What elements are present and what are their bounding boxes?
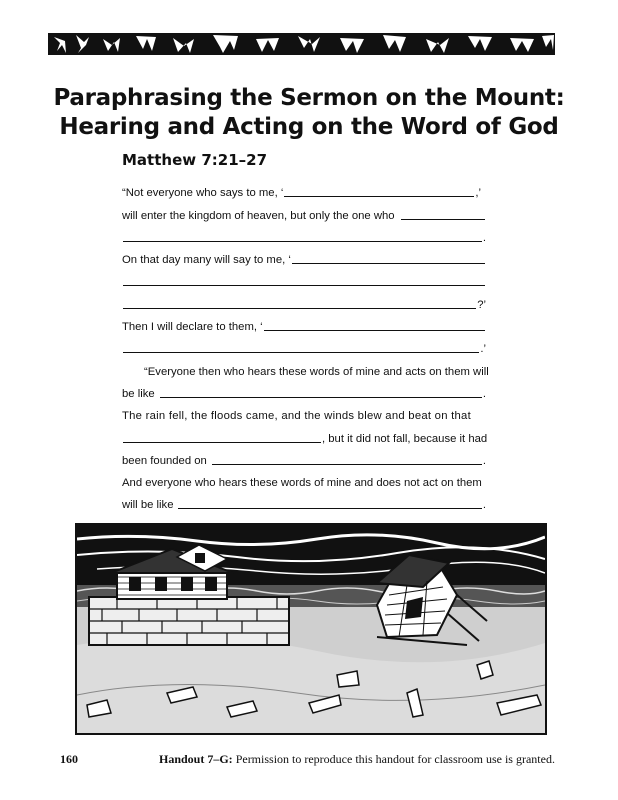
passage-text: , but it did not fall, because it had [322,432,488,445]
passage-line-3 [122,222,486,244]
fill-in-blank[interactable] [284,185,474,197]
passage-line-13 [122,445,486,467]
passage-text: . [482,231,486,244]
passage-text: ,’ [475,187,482,200]
storm-houses-illustration [75,523,547,735]
passage-text: . [482,454,486,467]
permission-text: Permission to reproduce this handout for classroom use is granted. [235,752,555,766]
passage-line-2 [122,199,486,221]
fill-in-blank[interactable] [123,297,476,309]
passage-text: . [482,387,486,400]
passage-text: ?’ [477,298,486,311]
fill-in-blank[interactable] [123,274,485,286]
title-line-2: Hearing and Acting on the Word of God [59,114,559,140]
passage-text: “Not everyone who says to me, ‘ [122,187,284,200]
fill-in-blank[interactable] [123,431,321,443]
fill-in-blank[interactable] [264,319,485,331]
passage-text: .’ [480,343,486,356]
page-number: 160 [60,752,78,766]
passage-line-11 [122,400,486,422]
scripture-reference: Matthew 7:21–27 [122,151,268,169]
fill-in-blank[interactable] [160,386,482,398]
passage-line-14 [122,467,486,489]
passage-line-12 [122,422,486,444]
title-line-1: Paraphrasing the Sermon on the Mount: [53,85,565,111]
passage-line-1 [122,177,486,199]
passage-line-4 [122,244,486,266]
passage-line-9 [122,355,489,378]
fill-in-blank[interactable] [292,252,485,264]
permission-note [159,752,555,767]
passage-line-5 [122,266,486,288]
passage-text: . [482,499,486,512]
page-title [0,84,618,142]
fill-in-blank[interactable] [212,453,482,465]
passage-text: will be like [122,499,174,512]
passage-line-6 [122,288,486,310]
passage-line-15 [122,489,486,511]
passage-text: be like [122,387,155,400]
passage-text: “Everyone then who hears these words of mine and acts on them will [144,365,489,378]
passage-text: The rain fell, the floods came, and the winds blew and beat on that [122,410,471,423]
passage-text: been founded on [122,454,207,467]
passage-line-8 [122,333,486,355]
fill-in-blank[interactable] [401,208,485,220]
passage-text: Then I will declare to them, ‘ [122,321,263,334]
fill-in-blank[interactable] [123,341,479,353]
passage-text: will enter the kingdom of heaven, but only the one who [122,209,395,222]
decorative-banner [48,33,555,55]
fill-in-blank[interactable] [123,230,482,242]
passage-text: On that day many will say to me, ‘ [122,254,291,267]
fill-in-blank[interactable] [178,497,481,509]
passage-line-10 [122,378,486,400]
passage-line-7 [122,311,486,333]
passage-worksheet [122,177,489,556]
handout-label: Handout 7–G: [159,752,233,766]
passage-text: And everyone who hears these words of mine and does not act on them [122,477,482,490]
